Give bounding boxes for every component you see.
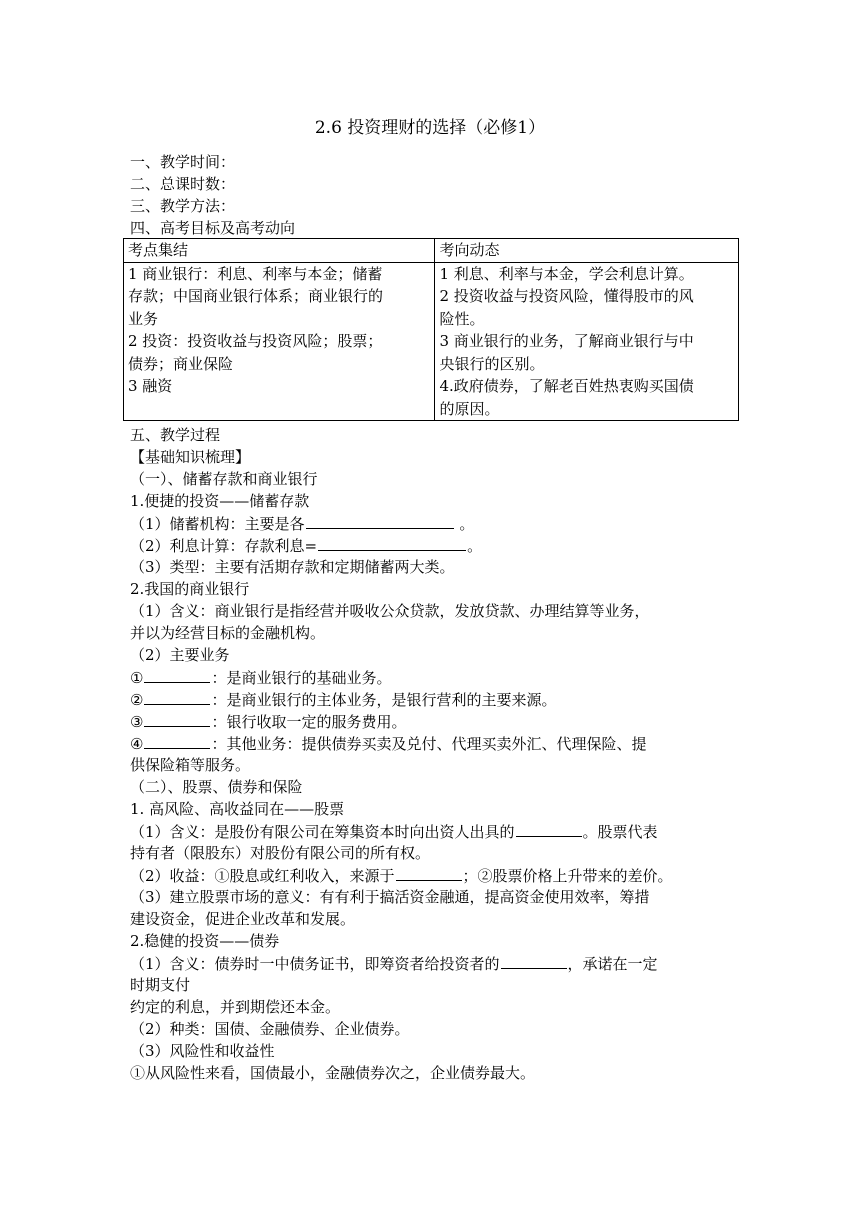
subsection-savings-deposit: 1.便捷的投资——储蓄存款 (130, 492, 310, 510)
text-line (130, 688, 740, 711)
subsection-stocks: 1. 高风险、高收益同在——股票 (130, 800, 345, 818)
subsection-commercial-bank: 2.我国的商业银行 (130, 580, 250, 598)
text-segment: ① (130, 669, 144, 687)
table-row (124, 262, 739, 421)
text-line (130, 534, 740, 557)
text-segment: ③ (130, 713, 144, 731)
text-line (130, 864, 740, 887)
table-cell-topics (124, 262, 435, 421)
table-cell-trends (435, 262, 739, 421)
text-line: 持有者（限股东）对股份有限公司的所有权。 (130, 844, 431, 862)
text-line: （2）主要业务 (130, 646, 230, 664)
fill-blank[interactable] (318, 534, 466, 551)
fill-blank[interactable] (144, 710, 210, 727)
text-segment: ：是商业银行的主体业务，是银行营利的主要来源。 (211, 691, 557, 709)
fill-blank[interactable] (516, 820, 582, 837)
fill-blank[interactable] (396, 864, 462, 881)
text-segment: 。股票代表 (582, 823, 658, 841)
text-line (130, 952, 740, 975)
cell-line: 央银行的区别。 (439, 354, 545, 373)
fill-blank[interactable] (144, 688, 210, 705)
text-segment: ② (130, 691, 144, 709)
intro-exam-goals: 四、高考目标及高考动向 (130, 219, 296, 237)
text-line (130, 512, 740, 535)
cell-line: 存款；中国商业银行体系；商业银行的 (128, 287, 384, 305)
section-basic-knowledge: 【基础知识梳理】 (130, 448, 251, 466)
text-line: （2）种类：国债、金融债券、企业债券。 (130, 1020, 410, 1038)
text-line: 约定的利息，并到期偿还本金。 (130, 998, 341, 1016)
text-line: （3）风险性和收益性 (130, 1042, 275, 1060)
cell-line: 4.政府债券，了解老百姓热衷购买国债 (439, 377, 694, 395)
text-segment: 。 (454, 515, 475, 533)
text-line: 建设资金，促进企业改革和发展。 (130, 910, 356, 928)
cell-line: 3 融资 (128, 377, 173, 395)
cell-line: 险性。 (439, 309, 485, 328)
text-segment: ：其他业务：提供债券买卖及兑付、代理买卖外汇、代理保险、提 (211, 735, 647, 753)
text-segment: （2）利息计算：存款利息= (130, 537, 318, 555)
fill-blank[interactable] (144, 732, 210, 749)
text-line: 并以为经营目标的金融机构。 (130, 624, 326, 642)
text-line: 时期支付 (130, 976, 191, 994)
cell-line: 的原因。 (439, 399, 500, 418)
text-segment: （1）含义：是股份有限公司在筹集资本时向出资人出具的 (130, 823, 515, 841)
subsection-bonds: 2.稳健的投资——债券 (130, 932, 280, 950)
cell-line: 2 投资：投资收益与投资风险；股票； (128, 332, 383, 350)
cell-line: 债券；商业保险 (128, 354, 234, 373)
page-title: 2.6 投资理财的选择（必修1） (314, 118, 546, 138)
text-segment: ，承诺在一定 (567, 955, 658, 973)
intro-teaching-time: 一、教学时间： (130, 153, 236, 171)
text-segment: ：是商业银行的基础业务。 (211, 669, 392, 687)
text-line: （1）含义：商业银行是指经营并吸收公众贷款，发放贷款、办理结算等业务， (130, 602, 650, 620)
text-line (130, 820, 740, 843)
intro-total-hours: 二、总课时数： (130, 175, 236, 193)
text-segment: （1）储蓄机构：主要是各 (130, 515, 305, 533)
section-teaching-process: 五、教学过程 (130, 426, 221, 444)
cell-line: 3 商业银行的业务，了解商业银行与中 (439, 332, 694, 350)
table-header-cell: 考点集结 (124, 239, 435, 263)
text-line (130, 732, 740, 755)
text-line: （3）建立股票市场的意义：有有利于搞活资金融通，提高资金使用效率，筹措 (130, 888, 650, 906)
fill-blank[interactable] (306, 512, 454, 529)
table-header-cell: 考向动态 (435, 239, 739, 263)
section-stocks-bonds-insurance: （二）、股票、债券和保险 (130, 778, 303, 796)
text-line (130, 666, 740, 689)
text-segment: （1）含义：债券时一中债务证书，即筹资者给投资者的 (130, 955, 500, 973)
fill-blank[interactable] (144, 666, 210, 683)
text-line: ①从风险性来看，国债最小，金融债券次之，企业债券最大。 (130, 1064, 536, 1082)
cell-line: 业务 (128, 309, 159, 328)
cell-line: 2 投资收益与投资风险，懂得股市的风 (439, 287, 694, 305)
cell-line: 1 商业银行：利息、利率与本金；储蓄 (128, 264, 383, 283)
text-segment: 。 (467, 537, 483, 555)
intro-teaching-method: 三、教学方法： (130, 197, 236, 215)
text-segment: ④ (130, 735, 144, 753)
text-segment: （2）收益：①股息或红利收入，来源于 (130, 867, 395, 885)
text-line: （3）类型：主要有活期存款和定期储蓄两大类。 (130, 558, 455, 576)
fill-blank[interactable] (501, 952, 567, 969)
text-segment: ；②股票价格上升带来的差价。 (462, 867, 673, 885)
exam-goals-table (123, 238, 739, 421)
text-segment: ：银行收取一定的服务费用。 (211, 713, 407, 731)
text-line (130, 710, 740, 733)
table-header-row (124, 239, 739, 263)
cell-line: 1 利息、利率与本金，学会利息计算。 (439, 264, 694, 283)
text-line: 供保险箱等服务。 (130, 756, 251, 774)
section-savings-banks: （一）、储蓄存款和商业银行 (130, 470, 318, 488)
